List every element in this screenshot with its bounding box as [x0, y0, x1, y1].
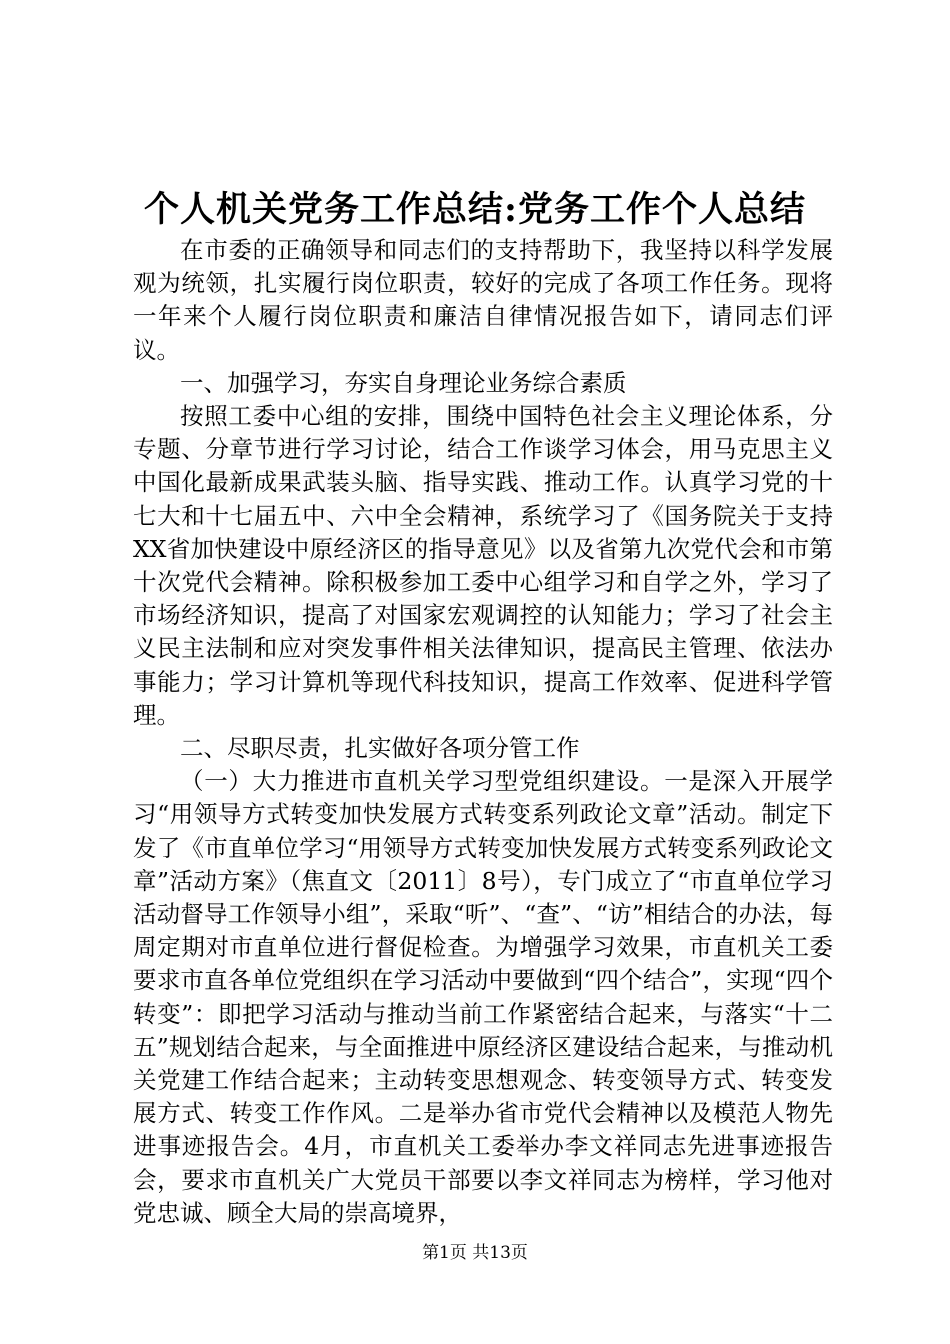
document-title: 个人机关党务工作总结:党务工作个人总结	[144, 189, 806, 230]
body-paragraph: （一）大力推进市直机关学习型党组织建设。一是深入开展学习“用领导方式转变加快发展方式转变系列政论文章”活动。制定下发了《市直单位学习“用领导方式转变加快发展方式转变系列政论文章”活动方案》（焦直文〔2011〕8号），专门成立了“市直单位学习活动督导工作领导小组”，采取“听”、“查”、“访”相结合的办法，每周定期对市直单位进行督促检查。为增强学习效果，市直机关工委要求市直各单位党组织在学习活动中要做到“四个结合”，实现“四个转变”：即把学习活动与推动当前工作紧密结合起来，与落实“十二五”规划结合起来，与全面推进中原经济区建设结合起来，与推动机关党建工作结合起来；主动转变思想观念、转变领导方式、转变发展方式、转变工作作风。二是举办省市党代会精神以及模范人物先进事迹报告会。4月，市直机关工委举办李文祥同志先进事迹报告会，要求市直机关广大党员干部要以李文祥同志为榜样，学习他对党忠诚、顾全大局的崇高境界，	[133, 767, 833, 1227]
section-heading-1: 一、加强学习，夯实自身理论业务综合素质	[180, 368, 627, 397]
intro-paragraph: 在市委的正确领导和同志们的支持帮助下，我坚持以科学发展观为统领，扎实履行岗位职责，较好的完成了各项工作任务。现将一年来个人履行岗位职责和廉洁自律情况报告如下，请同志们评议。	[133, 236, 833, 364]
body-paragraph: 按照工委中心组的安排，围绕中国特色社会主义理论体系，分专题、分章节进行学习讨论，结合工作谈学习体会，用马克思主义中国化最新成果武装头脑、指导实践、推动工作。认真学习党的十七大和十七届五中、六中全会精神，系统学习了《国务院关于支持XX省加快建设中原经济区的指导意见》以及省第九次党代会和市第十次党代会精神。除积极参加工委中心组学习和自学之外，学习了市场经济知识，提高了对国家宏观调控的认知能力；学习了社会主义民主法制和应对突发事件相关法律知识，提高民主管理、依法办事能力；学习计算机等现代科技知识，提高工作效率、促进科学管理。	[133, 402, 833, 729]
section-heading-2: 二、尽职尽责，扎实做好各项分管工作	[180, 734, 580, 763]
document-body	[133, 234, 833, 1230]
page-number-footer: 第1页 共13页	[422, 1243, 528, 1263]
